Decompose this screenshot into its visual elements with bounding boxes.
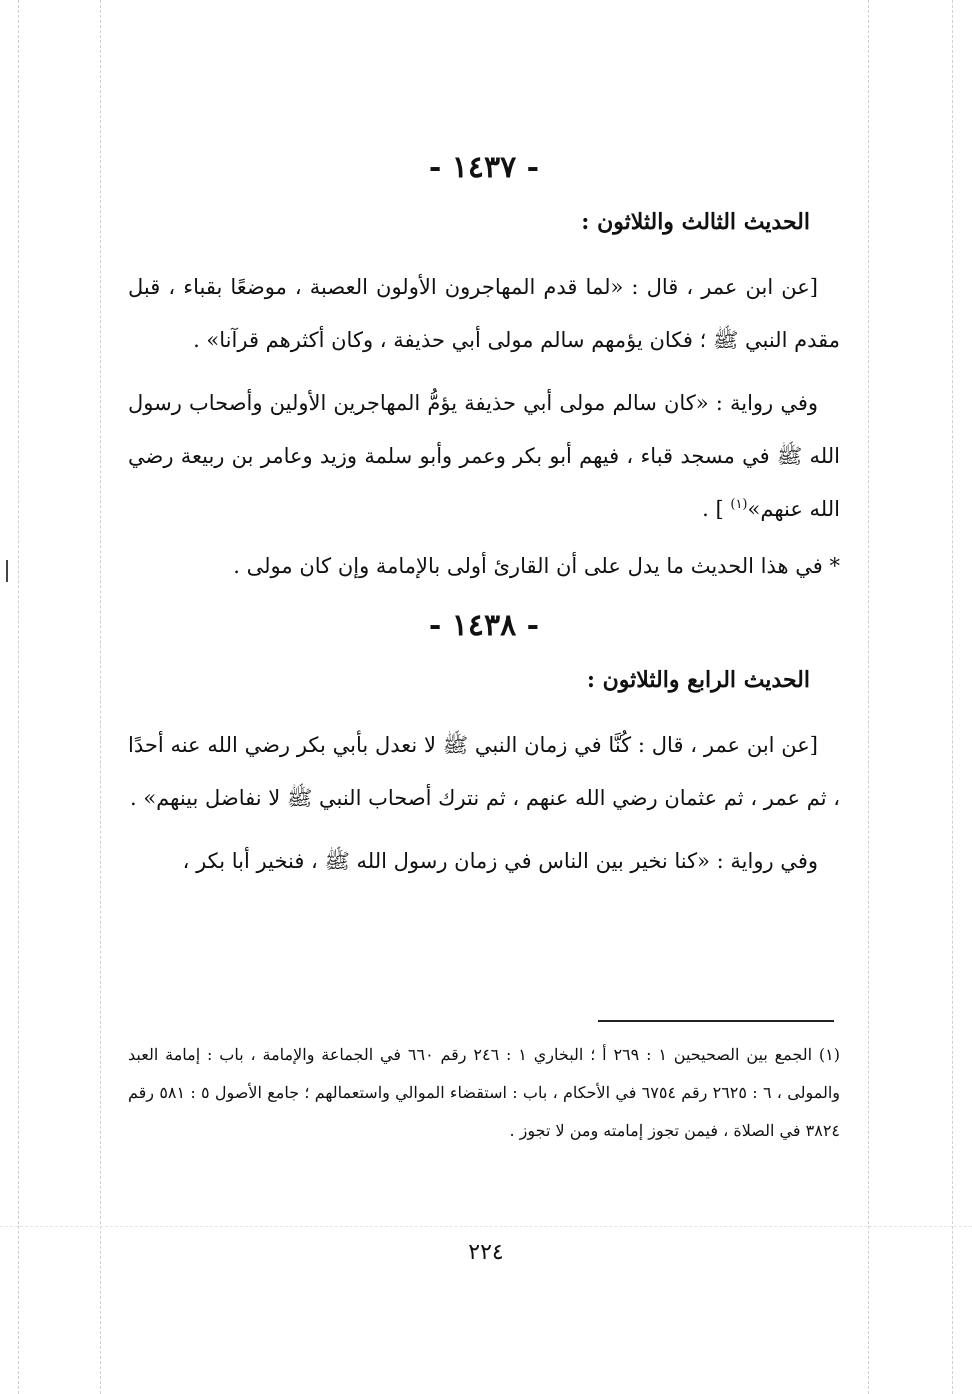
hadith-text: [عن ابن عمر ، قال : «لما قدم المهاجرون الأولون العصبة ، موضعًا بقباء ، قبل مقدم النبي ﷺ ؛ فكان يؤمهم سالم مولى أبي حذيفة ، وكان أكثرهم قرآنا» . [128,275,840,352]
hadith-number [128,150,840,185]
guide-line [868,0,869,1394]
scan-mark [6,560,8,582]
guide-line [100,0,101,1394]
footnote: (١) الجمع بين الصحيحين ١ : ٢٦٩ أ ؛ البخاري ١ : ٢٤٦ رقم ٦٦٠ في الجماعة والإمامة ، باب : إمامة العبد والمولى ، ٦ : ٢٦٢٥ رقم ٦٧٥٤ في الأحكام ، باب : استقضاء الموالي واستعمالهم ؛ جامع الأصول ٥ : ٥٨١ رقم ٣٨٢٤ في الصلاة ، فيمن تجوز إمامته ومن لا تجوز . [128,1045,841,1140]
main-text [128,150,840,898]
guide-line [952,0,953,1394]
hadith-number-label: - ١٤٣٧ - [428,150,540,185]
hadith-number [128,608,840,643]
variant-end: ] . [702,497,731,521]
guide-line [18,0,19,1394]
hadith-variant: وفي رواية : «كنا نخير بين الناس في زمان رسول الله ﷺ ، فنخير أبا بكر ، [182,849,818,873]
footnotes [128,1036,840,1150]
footnote-reference: (١) [730,497,748,512]
hadith-heading: الحديث الثالث والثلاثون : [581,209,810,235]
page-number: ٢٢٤ [468,1240,504,1265]
hadith-heading: الحديث الرابع والثلاثون : [586,667,810,693]
variant-text: وفي رواية : «كان سالم مولى أبي حذيفة يؤمُّ المهاجرين الأولين وأصحاب رسول الله ﷺ في مسجد قباء ، فيهم أبو بكر وعمر وأبو سلمة وزيد وعامر بن ربيعة رضي الله عنهم» [128,391,840,521]
hadith-variant [128,377,840,536]
footnote-separator [598,1020,834,1022]
guide-line [0,1226,972,1227]
hadith-number-label: - ١٤٣٨ - [428,608,540,643]
hadith-text: [عن ابن عمر ، قال : كُنَّا في زمان النبي ﷺ لا نعدل بأبي بكر رضي الله عنه أحدًا ، ثم عمر ، ثم عثمان رضي الله عنهم ، ثم نترك أصحاب النبي ﷺ لا نفاضل بينهم» . [128,733,840,810]
hadith-note: * في هذا الحديث ما يدل على أن القارئ أولى بالإمامة وإن كان مولى . [233,554,840,578]
